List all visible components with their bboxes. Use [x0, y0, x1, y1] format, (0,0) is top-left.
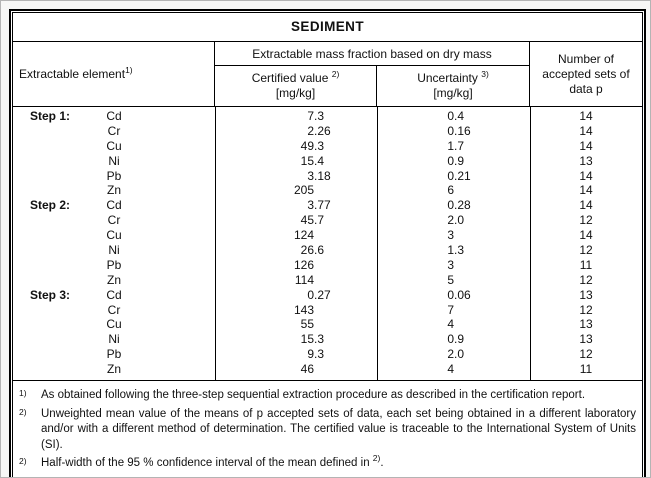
element-cell: [13, 288, 215, 303]
footnote-1: [15, 388, 636, 404]
footnote-3-marker: 2): [19, 456, 27, 467]
header-extractable-element-label: Extractable element: [19, 67, 126, 81]
table-row: [13, 243, 642, 258]
element-symbol: Cr: [107, 123, 121, 138]
column-divider-3: [530, 107, 531, 380]
element-symbol: Ni: [108, 332, 120, 347]
element-symbol: Zn: [106, 272, 121, 287]
footnote-1-text: As obtained following the three-step sequential extraction procedure as described in the certification report.: [41, 389, 586, 402]
uncertainty-cell: 0 .9: [447, 153, 465, 168]
element-cell: [13, 332, 215, 347]
header-uncertainty-unit: [mg/kg]: [433, 86, 473, 100]
uncertainty-cell: 1 .3: [447, 243, 465, 258]
certified-value-cell: 49 .3: [300, 138, 325, 153]
header-uncertainty-label: Uncertainty: [417, 71, 482, 85]
certified-value-cell: 114: [294, 272, 314, 287]
element-symbol: Cd: [106, 287, 122, 302]
uncertainty-cell: 1 .7: [447, 138, 465, 153]
uncertainty-cell: 4: [447, 317, 454, 332]
uncertainty-cell: 0 .21: [447, 168, 471, 183]
certified-value-cell: 3 .18: [307, 168, 331, 183]
element-symbol: Cu: [106, 228, 122, 243]
element-cell: [13, 169, 215, 184]
element-symbol: Cu: [106, 317, 122, 332]
header-mass-fraction-span: Extractable mass fraction based on dry mass: [215, 42, 530, 66]
certified-value-cell: 7 .3: [307, 109, 325, 123]
table-row: [13, 124, 642, 139]
certified-value-cell: 55: [300, 317, 314, 332]
certified-value-cell: 15 .3: [300, 332, 325, 347]
certified-value-cell: 126: [293, 257, 314, 272]
header-extractable-element: [13, 42, 215, 106]
element-cell: [13, 258, 215, 273]
element-cell: [13, 154, 215, 169]
table-row: [13, 169, 642, 184]
certified-value-cell: 26 .6: [300, 243, 325, 258]
element-cell: [13, 243, 215, 258]
element-symbol: Cr: [107, 213, 121, 228]
footnote-2-marker: 2): [19, 406, 27, 417]
uncertainty-cell: 0 .9: [447, 332, 465, 347]
accepted-sets-cell: 13: [579, 317, 593, 332]
element-cell: [13, 139, 215, 154]
header-certified-value: [215, 66, 377, 106]
header-number-of-sets: Number of accepted sets of data p: [542, 51, 630, 96]
table-row: [13, 362, 642, 377]
accepted-sets-cell: 14: [579, 198, 593, 213]
accepted-sets-cell: 14: [579, 168, 593, 183]
table-row: [13, 198, 642, 213]
element-symbol: Pb: [106, 257, 122, 272]
element-symbol: Pb: [106, 168, 122, 183]
element-cell: [13, 124, 215, 139]
uncertainty-cell: 3: [447, 257, 454, 272]
element-symbol: Cd: [106, 109, 122, 123]
element-cell: [13, 317, 215, 332]
accepted-sets-cell: 12: [579, 347, 593, 362]
accepted-sets-cell: 11: [579, 257, 593, 272]
table-row: [13, 258, 642, 273]
table-title: SEDIMENT: [13, 13, 642, 42]
uncertainty-cell: 2 .0: [447, 347, 465, 362]
table-row: [13, 183, 642, 198]
element-cell: [13, 198, 215, 213]
footnote-2-text: Unweighted mean value of the means of p accepted sets of data, each set being obtained in a different laboratory and/or with a different method of determination. The certified value is traceable to the International System of Units (SI).: [41, 407, 636, 451]
column-divider-1: [215, 107, 216, 380]
uncertainty-cell: 0 .16: [447, 123, 471, 138]
table-row: [13, 317, 642, 332]
footnote-3: [15, 453, 636, 472]
certified-value-cell: 3 .77: [307, 198, 331, 213]
certified-value-cell: 0 .27: [307, 287, 331, 302]
table-inner: [12, 12, 643, 478]
accepted-sets-cell: 12: [579, 302, 593, 317]
footnote-2: [15, 407, 636, 454]
element-symbol: Cr: [107, 302, 121, 317]
certified-value-cell: 205: [293, 183, 314, 198]
header-certified-sup: 2): [331, 69, 340, 79]
table-body: [13, 107, 642, 381]
table-row: [13, 213, 642, 228]
element-symbol: Pb: [106, 347, 122, 362]
accepted-sets-cell: 11: [579, 362, 593, 377]
element-symbol: Ni: [108, 243, 120, 258]
element-cell: [13, 273, 215, 288]
accepted-sets-cell: 14: [579, 138, 593, 153]
element-cell: [13, 362, 215, 377]
element-cell: [13, 303, 215, 318]
table-row: [13, 303, 642, 318]
uncertainty-cell: 0 .28: [447, 198, 471, 213]
header-uncertainty-sup: 3): [481, 69, 489, 79]
element-symbol: Ni: [108, 153, 120, 168]
uncertainty-cell: 4: [447, 362, 454, 377]
accepted-sets-cell: 12: [579, 272, 593, 287]
header-certified-unit: [mg/kg]: [275, 86, 316, 100]
accepted-sets-cell: 13: [579, 287, 593, 302]
certified-value-cell: 15 .4: [300, 153, 325, 168]
accepted-sets-cell: 12: [579, 213, 593, 228]
accepted-sets-cell: 14: [579, 228, 593, 243]
uncertainty-cell: 0 .4: [447, 109, 465, 123]
element-cell: [13, 228, 215, 243]
table-header: [13, 42, 642, 107]
uncertainty-cell: 6: [447, 183, 454, 198]
footnote-3-suffix: .: [380, 457, 384, 470]
uncertainty-cell: 0 .06: [447, 287, 471, 302]
certified-value-cell: 2 .26: [307, 123, 331, 138]
column-divider-2: [377, 107, 378, 380]
table-row: [13, 154, 642, 169]
uncertainty-cell: 3: [447, 228, 454, 243]
accepted-sets-cell: 12: [579, 243, 593, 258]
table-row: [13, 347, 642, 362]
accepted-sets-cell: 13: [579, 153, 593, 168]
certified-value-cell: 45 .7: [300, 213, 325, 228]
element-symbol: Cd: [106, 198, 122, 213]
footnote-3-sup: 2): [372, 453, 381, 464]
element-cell: [13, 347, 215, 362]
certified-value-cell: 143: [293, 302, 314, 317]
table-row: [13, 109, 642, 124]
uncertainty-cell: 7: [447, 302, 454, 317]
element-cell: [13, 213, 215, 228]
accepted-sets-cell: 14: [579, 123, 593, 138]
header-certified-label: Certified value: [251, 71, 332, 85]
element-symbol: Cu: [106, 138, 122, 153]
header-uncertainty: [377, 66, 530, 106]
element-cell: [13, 109, 215, 124]
accepted-sets-cell: 14: [579, 109, 593, 123]
table-row: [13, 139, 642, 154]
footnotes: [13, 381, 642, 478]
sediment-table: [9, 9, 646, 478]
certified-value-cell: 9 .3: [307, 347, 325, 362]
table-row: [13, 273, 642, 288]
certified-value-cell: 124: [293, 228, 314, 243]
element-cell: [13, 183, 215, 198]
footnote-1-marker: 1): [19, 388, 27, 399]
certified-value-cell: 46: [300, 362, 314, 377]
step-label: Step 2:: [30, 198, 71, 213]
element-symbol: Zn: [106, 362, 121, 377]
table-row: [13, 228, 642, 243]
element-symbol: Zn: [106, 183, 121, 198]
table-row: [13, 332, 642, 347]
header-extractable-element-sup: 1): [125, 65, 133, 75]
uncertainty-cell: 5: [447, 272, 454, 287]
accepted-sets-cell: 13: [579, 332, 593, 347]
step-label: Step 1:: [30, 109, 71, 123]
footnote-3-text: Half-width of the 95 % confidence interval of the mean defined in: [41, 457, 373, 470]
step-label: Step 3:: [30, 287, 71, 302]
table-row: [13, 288, 642, 303]
accepted-sets-cell: 14: [579, 183, 593, 198]
uncertainty-cell: 2 .0: [447, 213, 465, 228]
